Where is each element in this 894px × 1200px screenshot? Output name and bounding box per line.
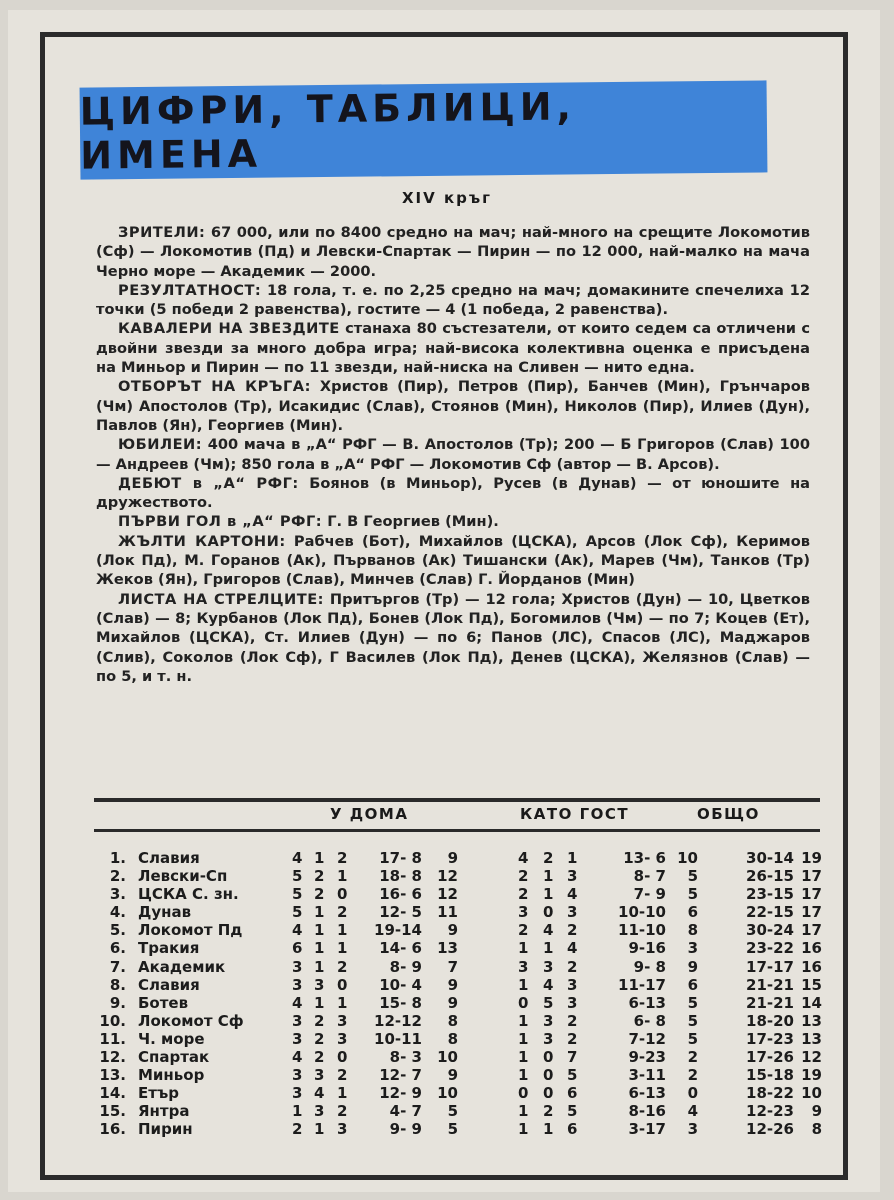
away-goals: 8-16 xyxy=(628,1102,666,1121)
total-points: 9 xyxy=(811,1102,822,1121)
team-name: Етър xyxy=(138,1084,179,1103)
away-points: 0 xyxy=(687,1084,698,1103)
away-points: 8 xyxy=(687,921,698,940)
away-wins: 2 xyxy=(518,885,529,904)
home-losses: 1 xyxy=(337,921,348,940)
away-draws: 1 xyxy=(543,939,554,958)
section-scoring xyxy=(96,281,810,320)
total-goals: 30-14 xyxy=(746,849,794,867)
section-text: 18 гола, т. е. по 2,25 средно на мач; домакините спечелиха 12 точки (5 победи 2 равенства), гостите — 4 (1 победа, 2 равенства). xyxy=(96,281,810,319)
home-points: 12 xyxy=(437,885,458,904)
home-points: 7 xyxy=(447,957,458,976)
home-draws: 3 xyxy=(314,1066,325,1085)
away-wins: 1 xyxy=(518,1011,529,1030)
table-row xyxy=(0,976,894,994)
away-wins: 2 xyxy=(518,921,529,940)
away-goals: 9-16 xyxy=(628,939,666,958)
away-wins: 3 xyxy=(518,903,529,922)
away-wins: 4 xyxy=(518,849,529,867)
home-losses: 3 xyxy=(337,1120,348,1139)
total-points: 19 xyxy=(801,849,822,867)
home-losses: 3 xyxy=(337,1011,348,1030)
home-draws: 2 xyxy=(314,867,325,886)
home-goals: 12- 5 xyxy=(379,903,422,922)
away-draws: 0 xyxy=(543,1066,554,1085)
total-goals: 15-18 xyxy=(746,1066,794,1085)
away-points: 5 xyxy=(687,1029,698,1048)
away-losses: 2 xyxy=(567,1011,578,1030)
away-goals: 9- 8 xyxy=(633,957,666,976)
home-points: 8 xyxy=(447,1029,458,1048)
away-wins: 1 xyxy=(518,939,529,958)
total-goals: 18-20 xyxy=(746,1011,794,1030)
away-draws: 3 xyxy=(543,1011,554,1030)
away-draws: 5 xyxy=(543,993,554,1012)
section-text: Г. В Георгиев (Мин). xyxy=(322,513,499,531)
home-wins: 5 xyxy=(292,867,303,886)
home-goals: 8- 3 xyxy=(389,1048,422,1067)
team-name: Левски-Сп xyxy=(138,867,228,886)
away-wins: 1 xyxy=(518,975,529,994)
table-row xyxy=(0,939,894,957)
away-losses: 6 xyxy=(567,1084,578,1103)
away-wins: 3 xyxy=(518,957,529,976)
home-losses: 3 xyxy=(337,1029,348,1048)
home-points: 8 xyxy=(447,1011,458,1030)
total-goals: 21-21 xyxy=(746,975,794,994)
away-draws: 1 xyxy=(543,1120,554,1139)
table-row xyxy=(0,867,894,885)
position: 16. xyxy=(99,1120,126,1139)
away-losses: 3 xyxy=(567,975,578,994)
home-wins: 3 xyxy=(292,1066,303,1085)
total-points: 13 xyxy=(801,1029,822,1048)
away-points: 5 xyxy=(687,1011,698,1030)
away-losses: 1 xyxy=(567,849,578,867)
away-points: 3 xyxy=(687,939,698,958)
home-goals: 16- 6 xyxy=(379,885,422,904)
home-points: 9 xyxy=(447,993,458,1012)
total-goals: 17-26 xyxy=(746,1048,794,1067)
away-losses: 3 xyxy=(567,993,578,1012)
home-draws: 1 xyxy=(314,849,325,867)
position: 7. xyxy=(109,957,126,976)
section-text: 67 000, или по 8400 средно на мач; най-много на срещите Локомотив (Сф) — Локомотив (Пд) и Левски-Спартак — Пирин — по 12 000, най-малко на мача Черно море — Академик — 2000. xyxy=(96,224,810,280)
table-row xyxy=(0,849,894,867)
total-points: 13 xyxy=(801,1011,822,1030)
section-lead: ЖЪЛТИ КАРТОНИ: xyxy=(118,532,286,550)
home-draws: 1 xyxy=(314,903,325,922)
section-text: Притъргов (Тр) — 12 гола; Христов (Дун) — 10, Цветков (Слав) — 8; Курбанов (Лок Пд), Бонев (Лок Пд), Богомилов (Чм) — по 7; Коцев (Ет), Михайлов (ЦСКА), Ст. Илиев (Дун) — по 6; Панов (ЛС), Спасов (ЛС), Маджаров (Слив), Соколов (Лок Сф), Г Василев (Лок Пд), Денев (ЦСКА), Желязнов (Слав) — по 5, и т. н. xyxy=(96,590,810,685)
team-name: Миньор xyxy=(138,1066,205,1085)
home-draws: 2 xyxy=(314,885,325,904)
total-points: 19 xyxy=(801,1066,822,1085)
away-wins: 2 xyxy=(518,867,529,886)
total-goals: 23-15 xyxy=(746,885,794,904)
away-losses: 3 xyxy=(567,903,578,922)
home-goals: 19-14 xyxy=(374,921,422,940)
home-goals: 12- 7 xyxy=(379,1066,422,1085)
away-wins: 1 xyxy=(518,1102,529,1121)
away-draws: 0 xyxy=(543,1084,554,1103)
total-goals: 26-15 xyxy=(746,867,794,886)
section-text: Боянов (в Миньор), Русев (в Дунав) — от юношите на дружеството. xyxy=(96,474,811,512)
position: 1. xyxy=(109,849,126,867)
away-losses: 5 xyxy=(567,1102,578,1121)
table-row xyxy=(0,921,894,939)
article-body xyxy=(96,223,810,686)
table-row xyxy=(0,994,894,1012)
section-lead: ЗРИТЕЛИ: xyxy=(118,224,206,241)
home-goals: 14- 6 xyxy=(379,939,422,958)
away-goals: 3-17 xyxy=(628,1120,666,1139)
team-name: Ботев xyxy=(138,993,189,1012)
team-name: Пирин xyxy=(138,1120,193,1139)
home-wins: 4 xyxy=(292,1048,303,1067)
table-row xyxy=(0,1048,894,1066)
home-wins: 4 xyxy=(292,993,303,1012)
table-header-rule xyxy=(94,829,820,832)
total-goals: 21-21 xyxy=(746,993,794,1012)
home-wins: 5 xyxy=(292,903,303,922)
table-row xyxy=(0,1030,894,1048)
home-losses: 0 xyxy=(337,1048,348,1067)
total-points: 12 xyxy=(801,1048,822,1067)
away-goals: 10-10 xyxy=(618,903,666,922)
home-losses: 0 xyxy=(337,975,348,994)
home-draws: 1 xyxy=(314,921,325,940)
away-losses: 2 xyxy=(567,921,578,940)
section-lead: РЕЗУЛТАТНОСТ: xyxy=(118,281,262,299)
section-lead: КАВАЛЕРИ НА ЗВЕЗДИТЕ xyxy=(118,320,340,338)
away-goals: 13- 6 xyxy=(623,849,666,867)
table-row xyxy=(0,1102,894,1120)
home-points: 9 xyxy=(447,1066,458,1085)
away-goals: 6- 8 xyxy=(633,1011,666,1030)
home-draws: 2 xyxy=(314,1029,325,1048)
home-draws: 4 xyxy=(314,1084,325,1103)
table-row xyxy=(0,1084,894,1102)
home-goals: 12- 9 xyxy=(379,1084,422,1103)
away-points: 5 xyxy=(687,993,698,1012)
home-losses: 2 xyxy=(337,957,348,976)
table-row xyxy=(0,1120,894,1138)
total-points: 16 xyxy=(801,939,822,958)
team-name: Спартак xyxy=(138,1048,210,1067)
home-losses: 2 xyxy=(337,849,348,867)
position: 14. xyxy=(99,1084,126,1103)
home-points: 9 xyxy=(447,975,458,994)
home-goals: 8- 9 xyxy=(389,957,422,976)
team-name: Академик xyxy=(138,957,226,976)
total-points: 17 xyxy=(801,867,822,886)
away-wins: 1 xyxy=(518,1048,529,1067)
section-first-goal xyxy=(96,512,810,531)
home-goals: 4- 7 xyxy=(389,1102,422,1121)
total-points: 17 xyxy=(801,885,822,904)
away-points: 2 xyxy=(687,1048,698,1067)
total-points: 16 xyxy=(801,957,822,976)
away-goals: 3-11 xyxy=(628,1066,666,1085)
away-draws: 3 xyxy=(543,1029,554,1048)
away-losses: 2 xyxy=(567,1029,578,1048)
away-draws: 4 xyxy=(543,921,554,940)
home-points: 9 xyxy=(447,849,458,867)
home-losses: 2 xyxy=(337,903,348,922)
position: 11. xyxy=(99,1029,126,1048)
position: 4. xyxy=(109,903,126,922)
home-points: 12 xyxy=(437,867,458,886)
away-goals: 11-17 xyxy=(618,975,666,994)
team-name: Тракия xyxy=(138,939,200,958)
section-lead: ЮБИЛЕИ: xyxy=(118,436,203,454)
away-points: 5 xyxy=(687,885,698,904)
section-stars xyxy=(96,319,810,377)
home-wins: 4 xyxy=(292,849,303,867)
total-points: 10 xyxy=(801,1084,822,1103)
away-losses: 7 xyxy=(567,1048,578,1067)
total-points: 8 xyxy=(811,1120,822,1139)
position: 3. xyxy=(109,885,126,904)
home-goals: 17- 8 xyxy=(379,849,422,867)
page-title: ЦИФРИ, ТАБЛИЦИ, ИМЕНА xyxy=(79,84,577,178)
away-goals: 7-12 xyxy=(628,1029,666,1048)
team-name: Ч. море xyxy=(138,1029,205,1048)
total-points: 14 xyxy=(801,993,822,1012)
table-row xyxy=(0,903,894,921)
team-name: Славия xyxy=(138,975,200,994)
position: 13. xyxy=(99,1066,126,1085)
team-name: Локомот Сф xyxy=(138,1011,244,1030)
home-wins: 5 xyxy=(292,885,303,904)
away-goals: 6-13 xyxy=(628,993,666,1012)
home-points: 9 xyxy=(447,921,458,940)
home-wins: 3 xyxy=(292,1029,303,1048)
home-draws: 2 xyxy=(314,1011,325,1030)
home-wins: 6 xyxy=(292,939,303,958)
total-goals: 23-22 xyxy=(746,939,794,958)
away-wins: 1 xyxy=(518,1066,529,1085)
away-wins: 1 xyxy=(518,1120,529,1139)
away-points: 10 xyxy=(677,849,698,867)
away-draws: 4 xyxy=(543,975,554,994)
total-points: 17 xyxy=(801,903,822,922)
table-row xyxy=(0,885,894,903)
team-name: ЦСКА С. зн. xyxy=(138,885,239,904)
section-text: станаха 80 състезатели, от които седем са отличени с двойни звезди за много добра игра; най-висока колективна оценка е присъдена на Миньор и Пирин — по 11 звезди, най-ниска на Сливен — нито една. xyxy=(96,320,811,377)
home-draws: 3 xyxy=(314,975,325,994)
away-losses: 4 xyxy=(567,939,578,958)
home-wins: 3 xyxy=(292,1011,303,1030)
home-losses: 2 xyxy=(337,1066,348,1085)
position: 8. xyxy=(109,975,126,994)
position: 12. xyxy=(99,1048,126,1067)
away-goals: 7- 9 xyxy=(633,885,666,904)
away-wins: 0 xyxy=(518,993,529,1012)
table-row xyxy=(0,1012,894,1030)
section-debut xyxy=(96,474,810,513)
away-goals: 8- 7 xyxy=(633,867,666,886)
away-draws: 1 xyxy=(543,867,554,886)
home-points: 10 xyxy=(437,1048,458,1067)
table-row xyxy=(0,958,894,976)
home-wins: 3 xyxy=(292,957,303,976)
team-name: Славия xyxy=(138,849,200,867)
home-points: 10 xyxy=(437,1084,458,1103)
table-top-rule xyxy=(94,798,820,802)
total-goals: 18-22 xyxy=(746,1084,794,1103)
home-goals: 9- 9 xyxy=(389,1120,422,1139)
team-name: Локомот Пд xyxy=(138,921,243,940)
home-points: 11 xyxy=(437,903,458,922)
away-points: 6 xyxy=(687,975,698,994)
round-heading: XIV кръг xyxy=(401,189,492,207)
away-goals: 11-10 xyxy=(618,921,666,940)
away-losses: 5 xyxy=(567,1066,578,1085)
away-points: 2 xyxy=(687,1066,698,1085)
home-draws: 1 xyxy=(314,993,325,1012)
section-text: Христов (Пир), Петров (Пир), Банчев (Мин), Грънчаров (Чм) Апостолов (Тр), Исакидис (Слав), Стоянов (Мин), Николов (Пир), Илиев (Дун), Павлов (Ян), Георгиев (Мин). xyxy=(96,378,811,434)
section-lead: ОТБОРЪТ НА КРЪГА: xyxy=(118,378,311,396)
home-points: 5 xyxy=(447,1120,458,1139)
home-draws: 1 xyxy=(314,1120,325,1139)
home-losses: 1 xyxy=(337,1084,348,1103)
section-lead: ЛИСТА НА СТРЕЛЦИТЕ: xyxy=(118,590,325,608)
away-losses: 6 xyxy=(567,1120,578,1139)
header-home: У ДОМА xyxy=(330,805,409,823)
home-goals: 12-12 xyxy=(374,1011,422,1030)
home-goals: 15- 8 xyxy=(379,993,422,1012)
position: 6. xyxy=(109,939,126,958)
section-text: Рабчев (Бот), Михайлов (ЦСКА), Арсов (Лок Сф), Керимов (Лок Пд), М. Горанов (Ак), Първанов (Ак) Тишански (Ак), Марев (Чм), Танков (Тр) Жеков (Ян), Григоров (Слав), Минчев (Слав) Г. Йорданов (Мин) xyxy=(96,532,810,589)
section-spectators xyxy=(96,223,810,281)
home-draws: 3 xyxy=(314,1102,325,1121)
total-goals: 17-23 xyxy=(746,1029,794,1048)
section-team-of-round xyxy=(96,377,810,435)
away-points: 3 xyxy=(687,1120,698,1139)
home-losses: 1 xyxy=(337,993,348,1012)
section-scorers xyxy=(96,590,810,686)
home-wins: 3 xyxy=(292,975,303,994)
team-name: Янтра xyxy=(138,1102,190,1121)
home-goals: 10- 4 xyxy=(379,975,422,994)
position: 5. xyxy=(109,921,126,940)
section-jubilees xyxy=(96,435,810,474)
home-goals: 10-11 xyxy=(374,1029,422,1048)
away-wins: 1 xyxy=(518,1029,529,1048)
header-away: КАТО ГОСТ xyxy=(520,805,630,823)
away-draws: 0 xyxy=(543,903,554,922)
home-wins: 1 xyxy=(292,1102,303,1121)
total-goals: 12-26 xyxy=(746,1120,794,1139)
table-row xyxy=(0,1066,894,1084)
title-banner xyxy=(80,80,768,179)
away-draws: 1 xyxy=(543,885,554,904)
position: 9. xyxy=(109,993,126,1012)
home-draws: 1 xyxy=(314,939,325,958)
home-points: 5 xyxy=(447,1102,458,1121)
away-losses: 4 xyxy=(567,885,578,904)
away-goals: 9-23 xyxy=(628,1048,666,1067)
home-losses: 1 xyxy=(337,867,348,886)
position: 2. xyxy=(109,867,126,886)
total-goals: 17-17 xyxy=(746,957,794,976)
section-text: 400 мача в „А“ РФГ — В. Апостолов (Тр); 200 — Б Григоров (Слав) 100 — Андреев (Чм); 850 гола в „А“ РФГ — Локомотив Сф (автор — В. Арсов). xyxy=(96,436,810,473)
away-draws: 2 xyxy=(543,849,554,867)
away-points: 9 xyxy=(687,957,698,976)
total-goals: 12-23 xyxy=(746,1102,794,1121)
home-goals: 18- 8 xyxy=(379,867,422,886)
standings-table xyxy=(0,849,894,1139)
home-draws: 1 xyxy=(314,957,325,976)
section-lead: ДЕБЮТ в „А“ РФГ: xyxy=(118,474,299,492)
section-yellow-cards xyxy=(96,532,810,590)
away-draws: 3 xyxy=(543,957,554,976)
total-goals: 30-24 xyxy=(746,921,794,940)
home-draws: 2 xyxy=(314,1048,325,1067)
home-wins: 2 xyxy=(292,1120,303,1139)
away-goals: 6-13 xyxy=(628,1084,666,1103)
away-losses: 3 xyxy=(567,867,578,886)
away-draws: 2 xyxy=(543,1102,554,1121)
away-draws: 0 xyxy=(543,1048,554,1067)
section-lead: ПЪРВИ ГОЛ в „А“ РФГ: xyxy=(118,513,323,531)
home-points: 13 xyxy=(437,939,458,958)
home-wins: 3 xyxy=(292,1084,303,1103)
away-wins: 0 xyxy=(518,1084,529,1103)
position: 15. xyxy=(99,1102,126,1121)
team-name: Дунав xyxy=(138,903,192,922)
away-losses: 2 xyxy=(567,957,578,976)
away-points: 5 xyxy=(687,867,698,886)
home-losses: 1 xyxy=(337,939,348,958)
away-points: 6 xyxy=(687,903,698,922)
total-points: 17 xyxy=(801,921,822,940)
position: 10. xyxy=(99,1011,126,1030)
header-total: ОБЩО xyxy=(697,805,760,823)
total-points: 15 xyxy=(801,975,822,994)
home-losses: 2 xyxy=(337,1102,348,1121)
home-losses: 0 xyxy=(337,885,348,904)
home-wins: 4 xyxy=(292,921,303,940)
total-goals: 22-15 xyxy=(746,903,794,922)
away-points: 4 xyxy=(687,1102,698,1121)
